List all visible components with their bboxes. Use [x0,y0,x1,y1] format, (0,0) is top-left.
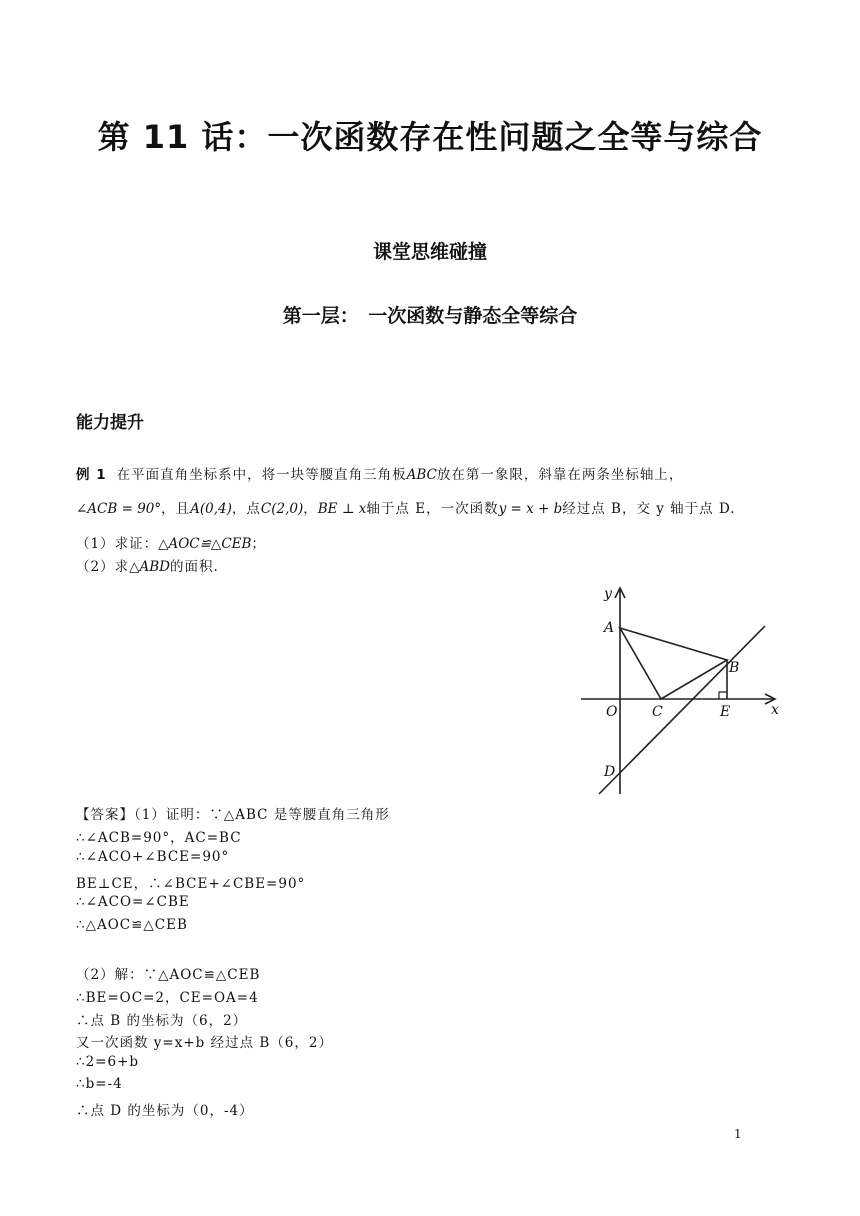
line-y-x-b [599,626,765,794]
page-number: 1 [734,1127,742,1141]
label-y: y [604,586,612,602]
label-x: x [771,702,779,718]
answer-line: ∴点 D 的坐标为（0，-4） [76,1103,254,1119]
answer-line: ∴2=6+b [76,1054,140,1070]
label-b: B [729,660,740,676]
answer-line: ∴△AOC≌△CEB [76,917,188,933]
question-1: （1）求证：△AOC≌△CEB； [76,536,266,552]
label-o: O [606,704,618,720]
example-label: 例 1 [76,467,107,483]
answer-line: ∴b=-4 [76,1076,123,1092]
section-heading: 课堂思维碰撞 [372,241,487,263]
answer-line: ∴点 B 的坐标为（6，2） [76,1013,248,1029]
page-title: 第 11 话：一次函数存在性问题之全等与综合 [97,118,763,156]
answer-line: ∴BE=OC=2，CE=OA=4 [76,990,259,1006]
answer-line: 【答案】（1）证明：∵△ABC 是等腰直角三角形 [76,807,390,823]
example-line-1: 例 1 在平面直角坐标系中，将一块等腰直角三角板ABC放在第一象限，斜靠在两条坐标轴上， [76,467,684,483]
answer-line: ∴∠ACO+∠BCE=90° [76,849,230,865]
ability-heading: 能力提升 [76,413,144,433]
label-c: C [652,704,663,720]
answer-line: 又一次函数 y=x+b 经过点 B（6，2） [76,1035,333,1051]
layer-heading: 第一层： 一次函数与静态全等综合 [282,305,578,327]
triangle-abc [620,628,727,699]
question-2: （2）求△ABD的面积. [76,559,219,575]
label-e: E [720,704,731,720]
right-angle-mark [719,692,727,699]
example-line-2: ∠ACB = 90°，且A(0,4)，点C(2,0)，BE ⊥ x轴于点 E，一次函数y = x + b经过点 B，交 y 轴于点 D. [76,501,736,517]
answer-line: （2）解：∵△AOC≌△CEB [76,967,261,983]
answer-line: BE⊥CE，∴∠BCE+∠CBE=90° [76,876,306,892]
answer-line: ∴∠ACO=∠CBE [76,894,190,910]
label-a: A [604,620,615,636]
answer-line: ∴∠ACB=90°，AC=BC [76,830,242,846]
label-d: D [604,764,616,780]
coordinate-figure [575,582,785,798]
